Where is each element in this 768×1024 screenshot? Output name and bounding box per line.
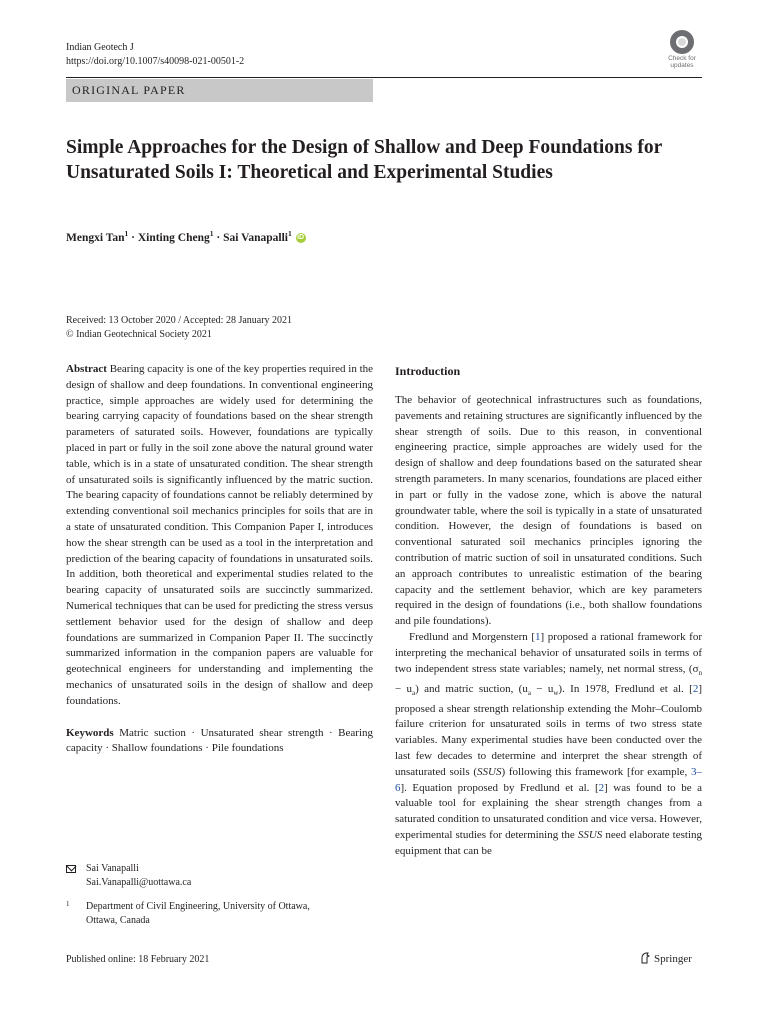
contact-name: Sai Vanapalli	[86, 863, 139, 874]
author-separator: ·	[216, 231, 221, 244]
intro-paragraph: The behavior of geotechnical infrastructures such as foundations, pavements and retaining structures are significantly influenced by the shear strength of soils. Due to this reason, in conventional engineering practice, simple approaches are widely used for the design of shallow and deep foundations based on the saturated shear strength parameters. In many scenarios, foundations are placed either in part or fully in the vadose zone, which is above the natural groundwater table, where the soil is typically in a state of unsaturated condition. However, the design of foundations is based on conventional saturated soil mechanics principles ignoring the contribution of matric suction of soil in unsaturated conditions. Such an approach contributes to unrealistic estimation of the bearing capacity and the settlement behavior, which are key parameters required in the design of foundations (i.e., both shallow foundations and pile foundations).	[395, 394, 702, 628]
check-updates-label: Check for updates	[668, 55, 696, 69]
check-updates-icon	[670, 30, 694, 54]
keywords	[66, 726, 373, 758]
springer-horse-icon	[640, 952, 650, 964]
author-name[interactable]: Sai Vanapalli	[223, 231, 288, 244]
affiliation-marker: 1	[209, 229, 214, 238]
check-for-updates-badge[interactable]	[660, 30, 704, 70]
citation-link[interactable]: 1	[535, 630, 541, 643]
author-separator: ·	[131, 231, 135, 244]
author-name[interactable]: Xinting Cheng	[137, 231, 210, 244]
affiliation-number: 1	[66, 900, 70, 908]
header-rule	[66, 77, 702, 78]
affiliation-line: Department of Civil Engineering, University of Ottawa,	[86, 901, 310, 912]
corresponding-author	[66, 862, 191, 889]
left-column	[66, 362, 373, 757]
citation-link[interactable]: 2	[598, 781, 605, 794]
intro-paragraph: Fredlund and Morgenstern [1] proposed a rational framework for interpreting the mechanical behavior of unsaturated soils in terms of two independent stress state variables; namely, net normal stress, $(\sigma_n - u_a)$ and matric suction, $(u_a - u_w)$. In 1978, Fredlund et al. [2] proposed a shear strength relationship extending the Mohr–Coulomb failure criterion for unsaturated soils in terms of two stress state variables. Many experimental studies have been conducted over the last few decades to determine and interpret the shear strength of unsaturated soils (SSUS) following this framework [for example, 3–6]. Equation proposed by Fredlund et al. [2] was found to be a valuable tool for explaining the shear strength changes from a saturated condition to unsaturated condition and vice versa. However, experimental studies for determining the SSUS need elaborate testing equipment that can be	[395, 630, 702, 857]
author-name[interactable]: Mengxi Tan	[66, 231, 125, 244]
author-list	[66, 226, 306, 246]
abstract-text: Bearing capacity is one of the key properties required in the design of shallow and deep foundations. In conventional engineering practice, simple approaches are widely used for determining the bearing carrying capacity of foundations based on the shear strength parameters of saturated soils. However, foundations are typically placed in part or fully in the soil zone above the natural ground water table, which is in a state of unsaturated condition. The shear strength of unsaturated soils is significantly influenced by the matric suction. The bearing capacity of foundations cannot be reliably determined by extending conventional soil mechanics principles for soils that are in a state of unsaturated condition. This Companion Paper I, introduces how the shear strength can be used as a tool in the interpretation and prediction of the bearing capacity of foundations in unsaturated soils. In addition, both theoretical and experimental studies related to the bearing capacity of unsaturated soils are succinctly summarized. Numerical techniques that can be used for predicting the stress versus settlement behavior used for the design of shallow and deep foundations are summarized in Companion Paper II. The succinctly summarized information in the companion papers are valuable for geotechnical engineers for understanding and implementing the mechanics of unsaturated soils in the design of shallow and deep foundations.	[66, 363, 374, 707]
journal-name: Indian Geotech J	[66, 42, 134, 53]
article-dates	[66, 314, 292, 342]
affiliation-footnote	[66, 900, 310, 927]
envelope-icon	[66, 865, 76, 873]
publisher-name: Springer	[654, 953, 692, 965]
affiliation-marker: 1	[124, 229, 129, 238]
doi-link[interactable]: https://doi.org/10.1007/s40098-021-00501-2	[66, 56, 245, 67]
contact-email[interactable]: Sai.Vanapalli@uottawa.ca	[86, 876, 192, 888]
abstract-label: Abstract	[66, 363, 107, 375]
published-date: Published online: 18 February 2021	[66, 954, 210, 965]
right-column	[395, 362, 702, 859]
paper-type-band: ORIGINAL PAPER	[66, 79, 373, 102]
publisher-logo	[640, 952, 692, 966]
citation-link[interactable]: 2	[692, 682, 699, 695]
abstract	[66, 362, 373, 710]
keywords-text: Matric suction · Unsaturated shear strength · Bearing capacity · Shallow foundations · Pile foundations	[66, 726, 374, 755]
affiliation-marker: 1	[287, 229, 292, 238]
section-heading: Introduction	[395, 364, 461, 378]
keywords-label: Keywords	[66, 726, 114, 739]
citation-link[interactable]: 3–6	[395, 765, 702, 794]
orcid-icon[interactable]: iD	[297, 234, 305, 242]
copyright-line: © Indian Geotechnical Society 2021	[66, 329, 212, 340]
article-title: Simple Approaches for the Design of Shallow and Deep Foundations for Unsaturated Soils I: Theoretical and Experimental Studies	[66, 137, 662, 183]
affiliation-line: Ottawa, Canada	[86, 914, 150, 926]
received-accepted: Received: 13 October 2020 / Accepted: 28 January 2021	[66, 315, 293, 326]
